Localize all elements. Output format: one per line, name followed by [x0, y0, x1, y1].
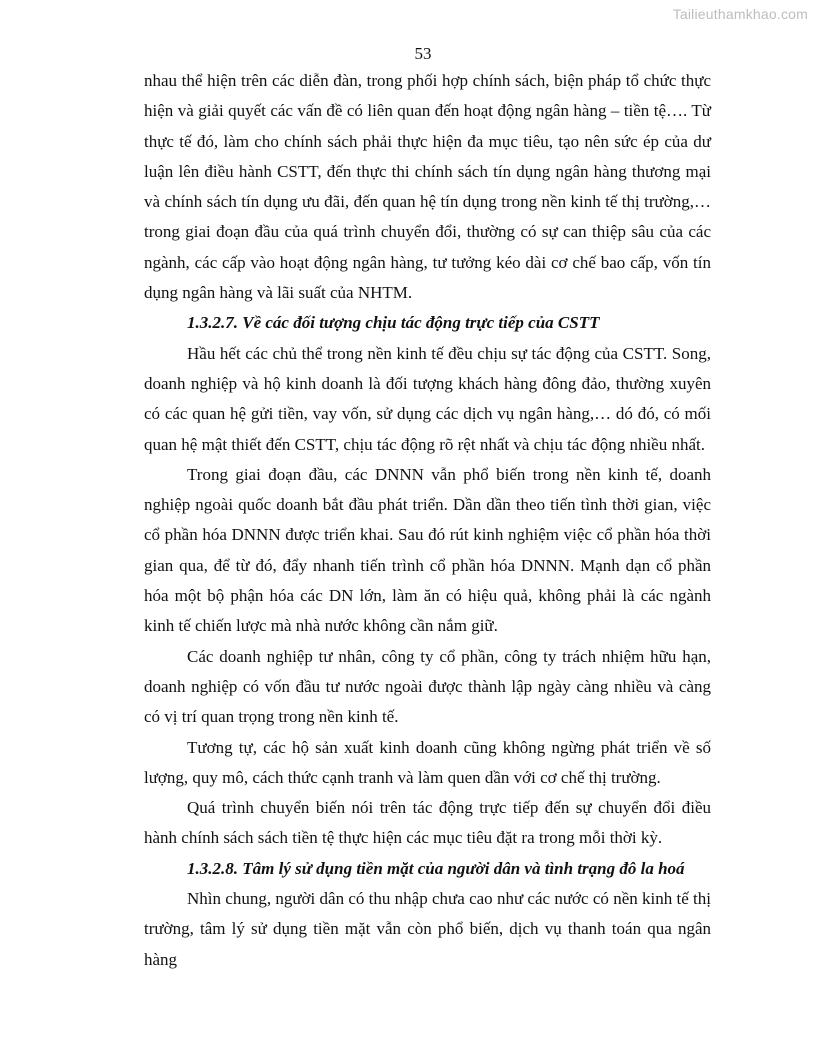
- section-heading-1-3-2-7: 1.3.2.7. Về các đối tượng chịu tác động trực tiếp của CSTT: [187, 313, 600, 333]
- document-body: [144, 66, 711, 975]
- paragraph: Quá trình chuyển biến nói trên tác động trực tiếp đến sự chuyển đổi điều hành chính sách sách tiền tệ thực hiện các mục tiêu đặt ra trong mỗi thời kỳ.: [144, 798, 711, 848]
- section-heading-1-3-2-8: 1.3.2.8. Tâm lý sử dụng tiền mặt của người dân và tình trạng đô la hoá: [187, 858, 685, 878]
- paragraph-continuation: nhau thể hiện trên các diễn đàn, trong phối hợp chính sách, biện pháp tổ chức thực hiện và giải quyết các vấn đề có liên quan đến hoạt động ngân hàng – tiền tệ…. Từ thực tế đó, làm cho chính sách phải thực hiện đa mục tiêu, tạo nên sức ép của dư luận lên điều hành CSTT, đến thực thi chính sách tín dụng ngân hàng thương mại và chính sách tín dụng ưu đãi, đến quan hệ tín dụng trong nền kinh tế thị trường,…trong giai đoạn đầu của quá trình chuyển đổi, thường có sự can thiệp sâu của các ngành, các cấp vào hoạt động ngân hàng, tư tưởng kéo dài cơ chế bao cấp, vốn tín dụng ngân hàng và lãi suất của NHTM.: [144, 71, 711, 303]
- page-number: 53: [414, 44, 432, 63]
- paragraph: Các doanh nghiệp tư nhân, công ty cổ phần, công ty trách nhiệm hữu hạn, doanh nghiệp có vốn đầu tư nước ngoài được thành lập ngày càng nhiều và càng có vị trí quan trọng trong nền kinh tế.: [144, 646, 711, 727]
- watermark: Tailieuthamkhao.com: [672, 6, 808, 22]
- paragraph: Tương tự, các hộ sản xuất kinh doanh cũng không ngừng phát triển về số lượng, quy mô, cách thức cạnh tranh và làm quen dần với cơ chế thị trường.: [144, 737, 711, 787]
- paragraph: Hầu hết các chủ thể trong nền kinh tế đều chịu sự tác động của CSTT. Song, doanh nghiệp và hộ kinh doanh là đối tượng khách hàng đông đảo, thường xuyên có các quan hệ gửi tiền, vay vốn, sử dụng các dịch vụ ngân hàng,… dó đó, có mối quan hệ mật thiết đến CSTT, chịu tác động rõ rệt nhất và chịu tác động nhiều nhất.: [144, 343, 711, 454]
- paragraph: Trong giai đoạn đầu, các DNNN vẫn phổ biến trong nền kinh tế, doanh nghiệp ngoài quốc doanh bắt đầu phát triển. Dần dần theo tiến tình thời gian, việc cổ phần hóa DNNN được triển khai. Sau đó rút kinh nghiệm việc cổ phần hóa thời gian qua, để từ đó, đẩy nhanh tiến trình cổ phần hóa DNNN. Mạnh dạn cổ phần hóa một bộ phận hóa các DN lớn, làm ăn có hiệu quả, không phải là các ngành kinh tế chiến lược mà nhà nước không cần nắm giữ.: [144, 464, 711, 636]
- paragraph: Nhìn chung, người dân có thu nhập chưa cao như các nước có nền kinh tế thị trường, tâm lý sử dụng tiền mặt vẫn còn phổ biến, dịch vụ thanh toán qua ngân hàng: [144, 889, 711, 969]
